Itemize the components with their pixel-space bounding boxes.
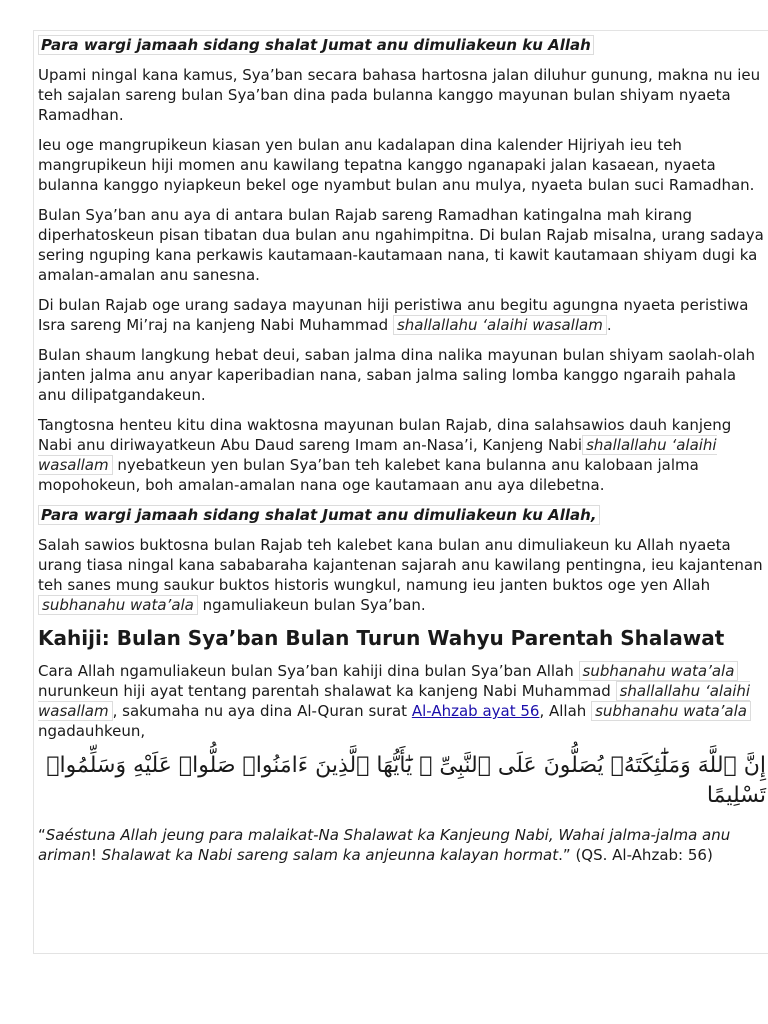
paragraph-4-end: . [606,316,612,334]
document-content [38,31,766,875]
paragraph-6 [38,415,766,495]
paragraph-7-end: ngamuliakeun bulan Sya’ban. [202,596,426,614]
paragraph-6-text: Tangtosna henteu kitu dina waktosna mayunan bulan Rajab, dina salahsawios dauh kanjeng Nabi anu diriwayatkeun Abu Daud sareng Imam an-Nasa’i, Kanjeng Nabi [38,416,732,454]
paragraph-7-text: Salah sawios buktosna bulan Rajab teh kalebet kana bulan anu dimuliakeun ku Allah nyaeta urang tiasa ningal kana sababaraha kajantenan sajarah anu kawilang pentingna, ieu kajantenan teh sanes mung saukur buktos historis wungkul, namung ieu janten buktos oge yen Allah [38,536,763,594]
translation-quote [38,825,766,865]
salutation-2: Para wargi jamaah sidang shalat Jumat anu dimuliakeun ku Allah, [38,505,600,525]
paragraph-7 [38,535,766,615]
paragraph-8-text-2: nurunkeun hiji ayat tentang parentah shalawat ka kanjeng Nabi Muhammad [38,682,611,700]
honorific-term: subhanahu wata’ala [579,661,739,681]
quote-open: “ [38,826,46,844]
quote-text-2: Shalawat ka Nabi sareng salam ka anjeunna kalayan hormat [101,846,559,864]
paragraph-5: Bulan shaum langkung hebat deui, saban jalma dina nalika mayunan bulan shiyam saolah-olah janten jalma anu anyar kaperibadian nana, saban jalma saling lomba kanggo ngaraih pahala anu dilipatgandakeun. [38,346,756,404]
honorific-term: shallallahu ‘alaihi wasallam [38,682,751,720]
paragraph-8 [38,661,766,741]
salutation-1: Para wargi jamaah sidang shalat Jumat anu dimuliakeun ku Allah [38,35,594,55]
paragraph-6-end: nyebatkeun yen bulan Sya’ban teh kalebet kana bulanna anu kalobaan jalma mopohokeun, boh amalan-amalan nana oge kautamaan anu aya dilebetna. [38,456,699,494]
paragraph-1: Upami ningal kana kamus, Sya’ban secara bahasa hartosna jalan diluhur gunung, makna nu ieu teh sajalan sareng bulan Sya’ban dina pada bulanna kanggo mayunan bulan shiyam nyaeta Ramadhan. [38,66,761,124]
paragraph-8-text-4: , Allah [539,702,587,720]
arabic-verse: إِنَّ ٱللَّهَ وَمَلَٰٓئِكَتَهُۥ يُصَلُّونَ عَلَى ٱلنَّبِىِّ ۚ يَٰٓأَيُّهَا ٱلَّذِينَ ءَامَنُوا۟ صَلُّوا۟ عَلَيْهِ وَسَلِّمُوا۟ تَسْلِيمًا [46,753,766,808]
paragraph-2: Ieu oge mangrupikeun kiasan yen bulan anu kadalapan dina kalender Hijriyah ieu teh mangrupikeun hiji momen anu kawilang tepatna kanggo nganapaki jalan kasaean, nyaeta bulanna kanggo nyiapkeun bekel oge nyambut bulan anu mulya, nyaeta bulan suci Ramadhan. [38,136,755,194]
honorific-term: shallallahu ‘alaihi wasallam [38,436,717,474]
paragraph-3: Bulan Sya’ban anu aya di antara bulan Rajab sareng Ramadhan katingalna mah kirang diperhatoskeun pisan tibatan dua bulan anu ngahimpitna. Di bulan Rajab misalna, urang sadaya sering nguping kana perkawis kautamaan-kautamaan nana, ti kawit kautamaan shiyam dugi ka amalan-amalan anu sanesna. [38,206,764,284]
paragraph-4-text: Di bulan Rajab oge urang sadaya mayunan hiji peristiwa anu begitu agungna nyaeta peristiwa Isra sareng Mi’raj na kanjeng Nabi Muhammad [38,296,749,334]
paragraph-8-end: ngadauhkeun, [38,722,146,740]
quote-exclamation: ! [90,846,97,864]
paragraph-8-text: Cara Allah ngamuliakeun bulan Sya’ban kahiji dina bulan Sya’ban Allah [38,662,574,680]
quote-citation: .” (QS. Al-Ahzab: 56) [558,846,713,864]
honorific-term: subhanahu wata’ala [591,701,751,721]
honorific-term: shallallahu ‘alaihi wasallam [393,315,607,335]
paragraph-4 [38,295,766,335]
section-heading: Kahiji: Bulan Sya’ban Bulan Turun Wahyu Parentah Shalawat [38,626,725,650]
document-page [33,30,768,954]
honorific-term: subhanahu wata’ala [38,595,198,615]
paragraph-8-text-3: , sakumaha nu aya dina Al-Quran surat [112,702,408,720]
quran-reference-link[interactable]: Al-Ahzab ayat 56 [411,702,540,720]
quote-text-1: Saéstuna Allah jeung para malaikat-Na Shalawat ka Kanjeung Nabi, Wahai jalma-jalma anu ariman [38,826,731,864]
